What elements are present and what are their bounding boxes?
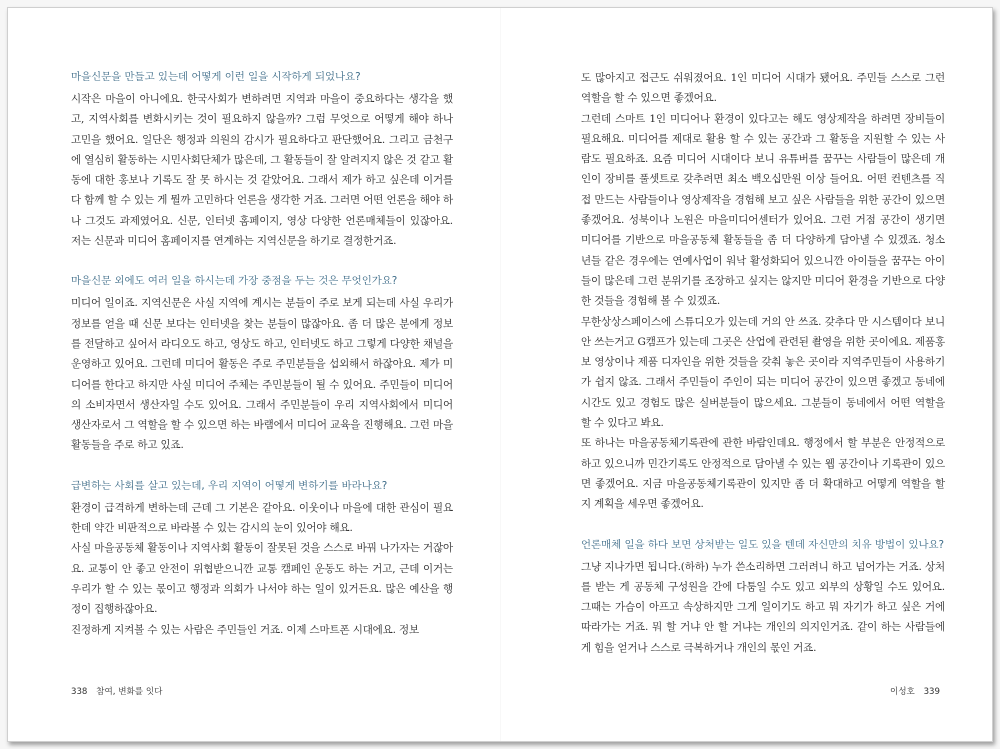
answer-paragraph: 그런데 스마트 1인 미디어나 환경이 있다고는 해도 영상제작을 하려면 장비들이 필요해요. 미디어를 제대로 활용 할 수 있는 공간과 그 활동을 지원할 수 있는 사람도 필요하죠. 요즘 미디어 시대이다 보니 유튜버를 꿈꾸는 사람들이 많은데 개인이 장비를 풀셋트로 갖추려면 최소 백오십만원 이상 들어요. 어떤 컨텐츠를 직접 만드는 사람들이나 영상제작을 경험해 보고 싶은 사람들을 위한 공간이 있으면 좋겠어요. 성북이나 노원은 마을미디어센터가 있어요. 그런 거점 공간이 생기면 미디어를 기반으로 마을공동체 활동들을 좀 더 다양하게 담아낼 수 있겠죠. 청소년들 같은 경우에는 연예사업이 워낙 활성화되어 있으니깐 아이들을 꿈꾸는 아이들이 많은데 그런 분위기를 조장하고 싶지는 않지만 미디어 환경을 기반으로 다양한 것들을 경험해 볼 수 있겠죠. (581, 112, 945, 308)
answer-paragraph: 미디어 일이죠. 지역신문은 사실 지역에 계시는 분들이 주로 보게 되는데 사실 우리가 정보를 얻을 때 신문 보다는 인터넷을 찾는 분들이 많잖아요. 좀 더 많은 분에게 정보를 전달하고 싶어서 라디오도 하고, 영상도 하고, 인터넷도 하고 그렇게 다양한 채널을 운영하고 있어요. 그런데 미디어 활동은 주로 주민분들을 섭외해서 하잖아요. 제가 미디어를 한다고 하지만 사실 미디어 주체는 주민분들이 될 수 있어요. 주민들이 미디어의 소비자면서 생산자일 수도 있어요. 그래서 주민분들이 우리 지역사회에서 미디어 생산자로서 그 역할을 할 수 있으면 하는 바램에서 미디어 교육을 진행해요. 그런 마을활동들을 주로 하고 있죠. (71, 297, 453, 452)
page-gutter (500, 8, 501, 741)
question-heading: 급변하는 사회를 살고 있는데, 우리 지역이 어떻게 변하기를 바라나요? (71, 479, 388, 492)
answer-paragraph: 무한상상스페이스에 스튜디오가 있는데 거의 안 쓰죠. 갖추다 만 시스템이다 보니 안 쓰는거고 G캠프가 있는데 그곳은 산업에 관련된 촬영을 위한 곳이에요. 제품홍보 영상이나 제품 디자인을 위한 것들을 갖춰 놓은 곳이라 지역주민들이 사용하기가 쉽지 않죠. 그래서 주민들이 주인이 되는 미디어 공간이 있으면 좋겠고 동네에 시간도 있고 경험도 많은 실버분들이 많으세요. 그분들이 동네에서 어떤 역할을 할 수 있다고 봐요. (581, 315, 945, 430)
answer-paragraph: 진정하게 지켜볼 수 있는 사람은 주민들인 거죠. 이제 스마트폰 시대에요. 정보 (71, 623, 420, 636)
page-number: 339 (923, 687, 940, 697)
answer-paragraph: 도 많아지고 접근도 쉬워졌어요. 1인 미디어 시대가 됐어요. 주민들 스스로 그런 역할을 할 수 있으면 좋겠어요. (581, 72, 945, 105)
running-title: 참여, 변화를 잇다 (96, 687, 163, 697)
left-page-footer (71, 685, 162, 697)
answer-paragraph: 또 하나는 마을공동체기록관에 관한 바람인데요. 행정에서 할 부분은 안정적으로 하고 있으니까 민간기록도 안정적으로 담아낼 수 있는 웹 공간이나 기록관이 있으면 좋겠어요. 지금 마을공동체기록관이 있지만 좀 더 확대하고 어떻게 역할을 할지 계획을 세우면 좋겠어요. (581, 437, 945, 511)
right-page (581, 68, 945, 658)
answer-paragraph: 시작은 마을이 아니에요. 한국사회가 변하려면 지역과 마을이 중요하다는 생각을 했고, 지역사회를 변화시키는 것이 필요하지 않을까? 그럼 무엇으로 어떻게 해야 하나 고민을 했어요. 일단은 행정과 의원의 감시가 필요하다고 판단했어요. 그리고 금천구에 열심히 활동하는 시민사회단체가 많은데, 그 활동들이 잘 알려지지 않은 것 같고 활동에 대한 홍보나 기록도 잘 못 하시는 것 같았어요. 그래서 제가 하고 싶은데 이거를 다 함께 할 수 있는 게 뭘까 고민하다 언론을 생각한 거죠. 그러면 어떤 언론을 해야 하나 그것도 과제였어요. 신문, 인터넷 홈페이지, 영상 다양한 언론매체들이 있잖아요. 저는 신문과 미디어 홈페이지를 연계하는 지역신문을 하기로 결정한거죠. (71, 93, 453, 248)
question-heading: 언론매체 일을 하다 보면 상처받는 일도 있을 텐데 자신만의 치유 방법이 있나요? (581, 538, 945, 551)
answer-paragraph: 사실 마을공동체 활동이나 지역사회 활동이 잘못된 것을 스스로 바꿔 나가자는 거잖아요. 교통이 안 좋고 안전이 위협받으니깐 교통 캠페인 운동도 하는 거고, 근데 이거는 우리가 할 수 있는 몫이고 행정과 의회가 나서야 하는 일이 있거든요. 많은 예산을 행정이 집행하잖아요. (71, 542, 453, 616)
right-page-footer (890, 685, 940, 697)
running-author: 이성호 (889, 687, 915, 697)
answer-paragraph: 환경이 급격하게 변하는데 근데 그 기본은 같아요. 이웃이나 마을에 대한 관심이 필요한데 약간 비판적으로 바라볼 수 있는 감시의 눈이 있어야 해요. (71, 501, 453, 535)
answer-paragraph: 그냥 지나가면 됩니다.(하하) 누가 쓴소리하면 그러려니 하고 넘어가는 거죠. 상처를 받는 게 공동체 구성원을 간에 다툼일 수도 있고 외부의 상황일 수도 있어요. 그때는 가슴이 아프고 속상하지만 그게 일이기도 하고 뭐 자기가 하고 싶은 거에 따라가는 거죠. 뭐 할 거냐 안 할 거냐는 개인의 의지인거죠. 같이 하는 사람들에게 힘을 얻거나 스스로 극복하거나 개인의 몫인 거죠. (581, 560, 945, 654)
book-spread (7, 7, 993, 742)
question-heading: 마을신문 외에도 여러 일을 하시는데 가장 중점을 두는 것은 무엇인가요? (71, 275, 398, 288)
page-number: 338 (71, 687, 88, 697)
left-page (71, 68, 453, 640)
question-heading: 마을신문을 만들고 있는데 어떻게 이런 일을 시작하게 되었나요? (71, 71, 361, 83)
